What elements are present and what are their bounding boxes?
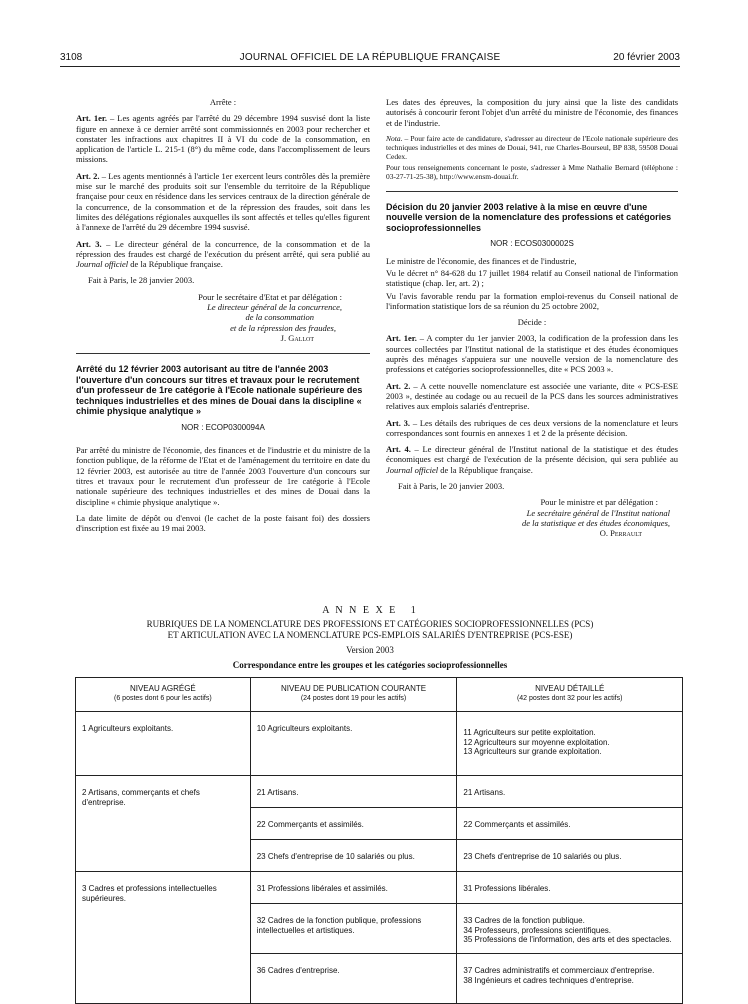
table-cell: 23 Chefs d'entreprise de 10 salariés ou plus.	[250, 840, 457, 872]
nota: Nota. – Pour faire acte de candidature, s'adresser au directeur de l'Ecole nationale supérieure des techniques industrielles et des mines de Douai, 941, rue Charles-Bourseul, BP 838, 59508 Douai Cedex.	[386, 133, 678, 161]
right-column	[386, 97, 678, 539]
decision-paragraph: Vu le décret n° 84-628 du 17 juillet 1984 relatif au Conseil national de l'information statistique (chap. Ier, art. 2) ;	[386, 267, 678, 289]
table-cell: 1 Agriculteurs exploitants.	[76, 712, 251, 776]
divider	[386, 191, 678, 192]
table-cell: 2 Artisans, commerçants et chefs d'entreprise.	[76, 776, 251, 872]
signatory-name: O. Perrault	[599, 528, 642, 539]
journal-title: JOURNAL OFFICIEL DE LA RÉPUBLIQUE FRANÇAISE	[239, 52, 501, 63]
signatory-name: J. Gallot	[280, 332, 314, 343]
table-cell: 36 Cadres d'entreprise.	[250, 954, 457, 1004]
table-cell: 3 Cadres et professions intellectuelles supérieures.	[76, 872, 251, 1004]
table-cell: 32 Cadres de la fonction publique, professions intellectuelles et artistiques.	[250, 904, 457, 954]
table-row	[76, 712, 683, 776]
decree-paragraph: Par arrêté du ministre de l'économie, des finances et de l'industrie et du ministre de la fonction publique, de la réforme de l'Etat et de l'aménagement du territoire en date du 12 février 2003, est autorisée au titre de l'année 2003 l'ouverture d'un concours sur titres et travaux pour le recrutement d'un professeur de 1re catégorie à l'Ecole nationale supérieure des techniques industrielles et des mines de Douai dans la discipline « chimie physique analytique ».	[76, 445, 370, 507]
arrete-label: Arrête :	[209, 97, 237, 107]
annex-subtitle: Correspondance entre les groupes et les catégories socioprofessionnelles	[232, 660, 508, 670]
decision-article-4: Art. 4. – Le directeur général de l'Institut national de la statistique et des études économiques est chargé de l'exécution de la présente décision, qui sera publiée au Journal officiel de la République française.	[386, 444, 678, 475]
table-cell: 22 Commerçants et assimilés.	[457, 808, 683, 840]
page-number: 3108	[60, 52, 83, 63]
column-header: NIVEAU DÉTAILLÉ (42 postes dont 32 pour les actifs)	[457, 678, 683, 712]
article-2: Art. 2. – Les agents mentionnés à l'article 1er exercent leurs contrôles dès la première mise sur le marché des produits soit sur l'ensemble du territoire de la République française pour ceux en résidence dans les services centraux de la direction générale de la concurrence, de la consommation et de la répression des fraudes, soit dans les limites des délégations régionales auxquelles ils sont affectés et telles qu'elles figurent à l'annexe de l'arrêté du 29 décembre 1994 susvisé.	[76, 170, 370, 233]
table-cell: 33 Cadres de la fonction publique. 34 Professeurs, professions scientifiques. 35 Professions de l'information, des arts et des spectacles.	[457, 904, 683, 954]
annex-heading: RUBRIQUES DE LA NOMENCLATURE DES PROFESSIONS ET CATÉGORIES SOCIOPROFESSIONNELLES (PCS) ET ARTICULATION AVEC LA NOMENCLATURE PCS-EMPLOIS SALARIÉS D'ENTREPRISE (PCS-ESE) Version 2003 Correspondance entre les groupes et les catégories socioprofessionnelles	[60, 619, 680, 671]
table-cell: 11 Agriculteurs sur petite exploitation. 12 Agriculteurs sur moyenne exploitation. 13 Agriculteurs sur grande exploitation.	[457, 712, 683, 776]
column-header: NIVEAU AGRÉGÉ (6 postes dont 6 pour les actifs)	[76, 678, 251, 712]
left-column	[76, 97, 370, 539]
decision-article-2: Art. 2. – A cette nouvelle nomenclature est associée une variante, dite « PCS-ESE 2003 », destinée au codage ou au recueil de la PCS dans les sources administratives relatives aux emplois salariés d'entreprise.	[386, 380, 679, 412]
nota-contact: Pour tous renseignements concernant le poste, s'adresser à Mme Nathalie Bernard (téléphone : 03-27-71-25-38), http://www.ensm-douai.fr.	[386, 162, 678, 181]
annex-version: Version 2003	[346, 645, 394, 655]
table-header-row	[76, 678, 683, 712]
signature-block: Pour le ministre et par délégation : Le secrétaire général de l'Institut national de la statistique et des études économiques, O. Perrault	[386, 497, 678, 538]
fait-a-paris: Fait à Paris, le 20 janvier 2003.	[398, 481, 505, 492]
decision-paragraph: Le ministre de l'économie, des finances et de l'industrie,	[386, 255, 577, 266]
table-cell: 21 Artisans.	[250, 776, 457, 808]
nor-reference: NOR : ECOS0300002S	[490, 239, 574, 249]
signature-block: Pour le secrétaire d'Etat et par délégation : Le directeur général de la concurrence, de la consommation et de la répression des fraudes, J. Gallot	[76, 292, 370, 343]
annex-title: A N N E X E 1	[322, 605, 418, 616]
header-rule	[60, 66, 680, 67]
table-cell: 31 Professions libérales.	[457, 872, 683, 904]
table-row	[76, 776, 683, 808]
decision-article-1: Art. 1er. – A compter du 1er janvier 2003, la codification de la profession dans les sources collectées par l'Institut national de la statistique et des études économiques auprès des ménages s'appuiera sur une nouvelle version de la nomenclature des professions et catégories socioprofessionnelles, dite « PCS 2003 ».	[386, 333, 678, 375]
table-row	[76, 872, 683, 904]
decision-paragraph: Vu l'avis favorable rendu par la formation emploi-revenus du Conseil national de l'information statistique lors de sa réunion du 25 octobre 2002,	[386, 290, 678, 311]
pcs-correspondence-table	[75, 677, 683, 1004]
decree-paragraph: La date limite de dépôt ou d'envoi (le cachet de la poste faisant foi) des dossiers d'inscription est fixée au 19 mai 2003.	[76, 512, 370, 534]
table-cell: 22 Commerçants et assimilés.	[250, 808, 457, 840]
table-cell: 21 Artisans.	[457, 776, 683, 808]
table-cell: 10 Agriculteurs exploitants.	[250, 712, 457, 776]
decision-article-3: Art. 3. – Les détails des rubriques de ces deux versions de la nomenclature et leurs correspondances sont fournis en annexes 1 et 2 de la présente décision.	[386, 417, 678, 438]
column-header: NIVEAU DE PUBLICATION COURANTE (24 postes dont 19 pour les actifs)	[250, 678, 457, 712]
decide-label: Décide :	[517, 317, 547, 328]
table-cell: 23 Chefs d'entreprise de 10 salariés ou plus.	[457, 840, 683, 872]
nor-reference: NOR : ECOP0300094A	[181, 422, 265, 432]
issue-date: 20 février 2003	[613, 52, 680, 63]
divider	[76, 353, 370, 354]
table-cell: 31 Professions libérales et assimilés.	[250, 872, 457, 904]
article-3: Art. 3. – Le directeur général de la concurrence, de la consommation et de la répression des fraudes est chargé de l'exécution du présent arrêté, qui sera publié au Journal officiel de la République française.	[76, 238, 370, 270]
fait-a-paris: Fait à Paris, le 28 janvier 2003.	[88, 275, 195, 286]
decision-title: Décision du 20 janvier 2003 relative à la mise en œuvre d'une nouvelle version de la nomenclature des professions et catégories socioprofessionnelles	[386, 201, 672, 233]
table-cell: 37 Cadres administratifs et commerciaux d'entreprise. 38 Ingénieurs et cadres techniques d'entreprise.	[457, 954, 683, 1004]
decree-title: Arrêté du 12 février 2003 autorisant au titre de l'année 2003 l'ouverture d'un concours sur titres et travaux pour le recrutement d'un professeur de 1re catégorie à l'Ecole nationale supérieure des techniques industrielles et des mines de Douai dans la discipline « chimie physique analytique »	[76, 364, 363, 417]
jury-paragraph: Les dates des épreuves, la composition du jury ainsi que la liste des candidats autorisés à concourir feront l'objet d'un arrêté du ministre de l'économie, des finances et de l'industrie.	[386, 97, 678, 128]
article-1: Art. 1er. – Les agents agréés par l'arrêté du 29 décembre 1994 susvisé dont la liste figure en annexe à ce dernier arrêté sont commissionnés en 2003 pour rechercher et constater les infractions aux chapitres II à VI du code de la consommation, en application de l'article L. 215-1 (8°) du même code, dans l'accomplissement de leurs missions.	[76, 113, 370, 165]
